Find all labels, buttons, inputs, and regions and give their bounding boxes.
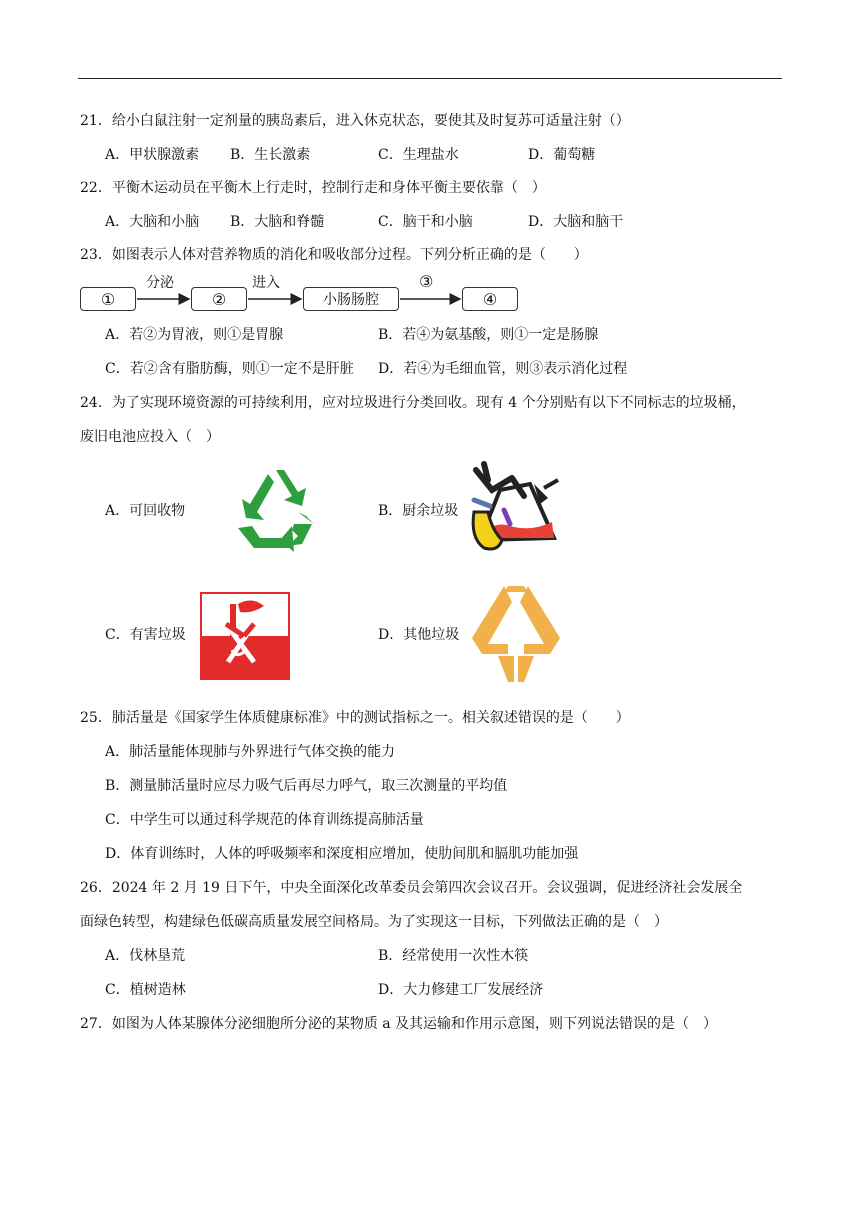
q23-option-a[interactable]: A．若②为胃液，则①是胃腺	[105, 327, 284, 343]
q26-stem-line2: 面绿色转型，构建绿色低碳高质量发展空间格局。为了实现这一目标，下列做法正确的是（ ）	[80, 914, 668, 930]
q24-option-c[interactable]: C．有害垃圾	[105, 627, 186, 643]
q24-stem-line2: 废旧电池应投入（ ）	[80, 429, 220, 445]
flow-node-3: 小肠肠腔	[303, 287, 399, 311]
q21-option-d[interactable]: D．葡萄糖	[528, 147, 596, 163]
q27-stem: 27．如图为人体某腺体分泌细胞所分泌的某物质 a 及其运输和作用示意图，则下列说法错误的是（ ）	[80, 1016, 718, 1032]
flow-arrow-label-2: 进入	[252, 275, 280, 291]
flow-arrow-label-3: ③	[419, 272, 434, 291]
q24-option-a[interactable]: A．可回收物	[105, 503, 186, 519]
flow-arrows	[0, 0, 860, 330]
q25-stem: 25．肺活量是《国家学生体质健康标准》中的测试指标之一。相关叙述错误的是（ ）	[80, 710, 630, 726]
q23-option-c[interactable]: C．若②含有脂肪酶，则①一定不是肝脏	[105, 361, 354, 377]
q24-stem-line1: 24．为了实现环境资源的可持续利用，应对垃圾进行分类回收。现有 4 个分别贴有以下不同标志的垃圾桶，	[80, 395, 746, 411]
q22-option-a[interactable]: A．大脑和小脑	[105, 214, 200, 230]
q26-option-d[interactable]: D．大力修建工厂发展经济	[378, 982, 544, 998]
q26-stem-line1: 26．2024 年 2 月 19 日下午，中央全面深化改革委员会第四次会议召开。会议强调，促进经济社会发展全	[80, 880, 743, 896]
q25-option-c[interactable]: C．中学生可以通过科学规范的体育训练提高肺活量	[105, 812, 424, 828]
q25-option-d[interactable]: D．体育训练时，人体的呼吸频率和深度相应增加，使肋间肌和膈肌功能加强	[105, 846, 579, 862]
flow-arrow-label-1: 分泌	[146, 275, 174, 291]
q22-option-c[interactable]: C．脑干和小脑	[378, 214, 473, 230]
q23-stem: 23．如图表示人体对营养物质的消化和吸收部分过程。下列分析正确的是（ ）	[80, 247, 588, 263]
q24-option-d[interactable]: D．其他垃圾	[378, 627, 460, 643]
flow-node-1: ①	[80, 287, 136, 311]
q22-option-b[interactable]: B．大脑和脊髓	[230, 214, 325, 230]
q21-option-c[interactable]: C．生理盐水	[378, 147, 459, 163]
flow-node-4: ④	[462, 287, 518, 311]
q26-option-b[interactable]: B．经常使用一次性木筷	[378, 948, 529, 964]
q22-option-d[interactable]: D．大脑和脑干	[528, 214, 624, 230]
q21-option-b[interactable]: B．生长激素	[230, 147, 311, 163]
q26-option-a[interactable]: A．伐林垦荒	[105, 948, 186, 964]
flow-node-2: ②	[191, 287, 247, 311]
q25-option-b[interactable]: B．测量肺活量时应尽力吸气后再尽力呼气，取三次测量的平均值	[105, 778, 508, 794]
q23-option-b[interactable]: B．若④为氨基酸，则①一定是肠腺	[378, 327, 599, 343]
q21-stem: 21．给小白鼠注射一定剂量的胰岛素后，进入休克状态，要使其及时复苏可适量注射（）	[80, 113, 630, 129]
q21-option-a[interactable]: A．甲状腺激素	[105, 147, 200, 163]
hazardous-waste-icon	[200, 592, 290, 680]
recycle-icon	[232, 466, 320, 552]
q23-option-d[interactable]: D．若④为毛细血管，则③表示消化过程	[378, 361, 628, 377]
q25-option-a[interactable]: A．肺活量能体现肺与外界进行气体交换的能力	[105, 744, 396, 760]
q26-option-c[interactable]: C．植树造林	[105, 982, 186, 998]
q22-stem: 22．平衡木运动员在平衡木上行走时，控制行走和身体平衡主要依靠（ ）	[80, 180, 546, 196]
other-waste-icon	[468, 584, 564, 684]
kitchen-waste-icon	[462, 460, 560, 556]
q24-option-b[interactable]: B．厨余垃圾	[378, 503, 459, 519]
